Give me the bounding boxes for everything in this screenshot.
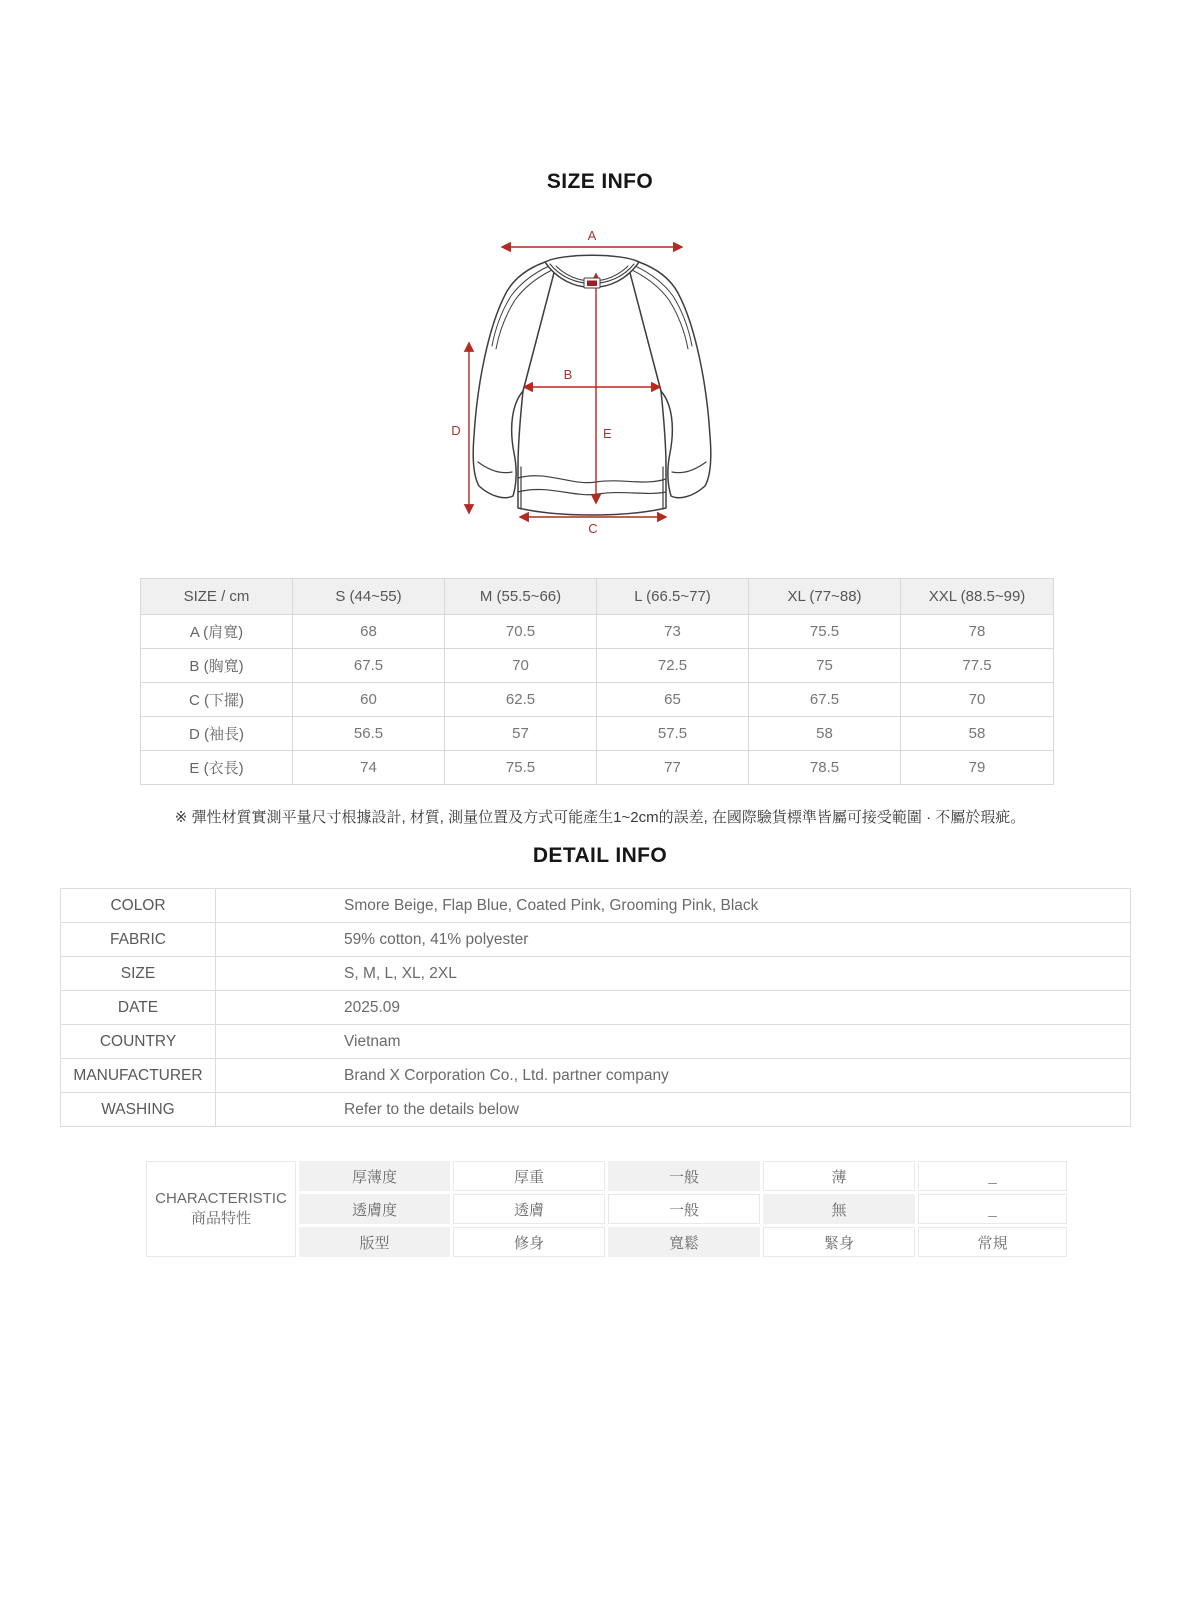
size-row-label: E (衣長) [141, 751, 293, 785]
detail-row [61, 1059, 1131, 1093]
size-value: 70.5 [445, 615, 597, 649]
detail-value: Smore Beige, Flap Blue, Coated Pink, Grooming Pink, Black [216, 889, 1131, 923]
characteristic-option: 常規 [918, 1227, 1067, 1257]
detail-label: COUNTRY [61, 1025, 216, 1059]
size-info-title: SIZE INFO [546, 170, 654, 193]
size-table [140, 578, 1054, 785]
detail-value: Brand X Corporation Co., Ltd. partner company [216, 1059, 1131, 1093]
size-table-row [141, 683, 1054, 717]
detail-value: Vietnam [216, 1025, 1131, 1059]
size-table-header: SIZE / cm [141, 579, 293, 615]
detail-row [61, 1025, 1131, 1059]
characteristic-option: 薄 [763, 1161, 915, 1191]
characteristic-option-selected: 無 [763, 1194, 915, 1224]
size-value: 73 [597, 615, 749, 649]
size-value: 60 [293, 683, 445, 717]
size-value: 78.5 [749, 751, 901, 785]
characteristic-category: 透膚度 [299, 1194, 450, 1224]
size-value: 75.5 [445, 751, 597, 785]
size-value: 58 [901, 717, 1054, 751]
label-d: D [451, 423, 461, 438]
characteristic-table [143, 1158, 1070, 1260]
characteristic-row [146, 1161, 1067, 1191]
detail-label: DATE [61, 991, 216, 1025]
size-value: 74 [293, 751, 445, 785]
characteristic-option-empty: _ [918, 1194, 1067, 1224]
size-table-header: L (66.5~77) [597, 579, 749, 615]
label-e: E [603, 426, 612, 441]
size-value: 62.5 [445, 683, 597, 717]
size-table-header: XXL (88.5~99) [901, 579, 1054, 615]
sweatshirt-outline [473, 255, 711, 515]
size-value: 77.5 [901, 649, 1054, 683]
size-value: 77 [597, 751, 749, 785]
characteristic-option: 厚重 [453, 1161, 605, 1191]
size-table-row [141, 649, 1054, 683]
detail-label: COLOR [61, 889, 216, 923]
label-c: C [588, 521, 598, 536]
size-table-row [141, 717, 1054, 751]
characteristic-header-cell [146, 1161, 296, 1257]
size-table-row [141, 615, 1054, 649]
detail-value: 59% cotton, 41% polyester [216, 923, 1131, 957]
characteristic-option-selected: 寬鬆 [608, 1227, 760, 1257]
detail-label: WASHING [61, 1093, 216, 1127]
label-a: A [587, 228, 597, 243]
size-value: 68 [293, 615, 445, 649]
size-value: 67.5 [749, 683, 901, 717]
size-table-header: M (55.5~66) [445, 579, 597, 615]
size-row-label: D (袖長) [141, 717, 293, 751]
measurement-tolerance-note: ※ 彈性材質實測平量尺寸根據設計, 材質, 測量位置及方式可能產生1~2cm的誤差, 在國際驗貨標準皆屬可接受範圍 · 不屬於瑕疵。 [174, 809, 1026, 826]
detail-label: SIZE [61, 957, 216, 991]
detail-label: MANUFACTURER [61, 1059, 216, 1093]
size-value: 79 [901, 751, 1054, 785]
characteristic-option: 透膚 [453, 1194, 605, 1224]
characteristic-option: 修身 [453, 1227, 605, 1257]
detail-row [61, 889, 1131, 923]
sweatshirt-diagram-svg [420, 220, 780, 542]
size-value: 58 [749, 717, 901, 751]
detail-label: FABRIC [61, 923, 216, 957]
label-b: B [563, 367, 573, 382]
size-value: 70 [901, 683, 1054, 717]
size-value: 70 [445, 649, 597, 683]
characteristic-category: 版型 [299, 1227, 450, 1257]
size-value: 56.5 [293, 717, 445, 751]
detail-value: 2025.09 [216, 991, 1131, 1025]
detail-row [61, 1093, 1131, 1127]
detail-table [60, 888, 1131, 1127]
size-table-header: XL (77~88) [749, 579, 901, 615]
size-value: 78 [901, 615, 1054, 649]
size-table-header-row [141, 579, 1054, 615]
characteristic-option-empty: _ [918, 1161, 1067, 1191]
detail-row [61, 991, 1131, 1025]
characteristic-option: 緊身 [763, 1227, 915, 1257]
size-value: 57 [445, 717, 597, 751]
size-value: 72.5 [597, 649, 749, 683]
size-value: 75 [749, 649, 901, 683]
size-table-header: S (44~55) [293, 579, 445, 615]
characteristic-option-selected: 一般 [608, 1161, 760, 1191]
size-row-label: A (肩寬) [141, 615, 293, 649]
size-value: 57.5 [597, 717, 749, 751]
detail-row [61, 957, 1131, 991]
characteristic-title-zh: 商品特性 [190, 1210, 251, 1227]
characteristic-option: 一般 [608, 1194, 760, 1224]
garment-measurement-diagram [420, 220, 780, 542]
detail-value: S, M, L, XL, 2XL [216, 957, 1131, 991]
size-value: 67.5 [293, 649, 445, 683]
size-value: 75.5 [749, 615, 901, 649]
characteristic-category: 厚薄度 [299, 1161, 450, 1191]
collar-tag [584, 278, 600, 288]
characteristic-title-en: CHARACTERISTIC [155, 1189, 287, 1207]
size-table-row [141, 751, 1054, 785]
detail-row [61, 923, 1131, 957]
size-row-label: B (胸寬) [141, 649, 293, 683]
size-row-label: C (下擺) [141, 683, 293, 717]
size-value: 65 [597, 683, 749, 717]
detail-value: Refer to the details below [216, 1093, 1131, 1127]
detail-info-title: DETAIL INFO [532, 844, 668, 867]
